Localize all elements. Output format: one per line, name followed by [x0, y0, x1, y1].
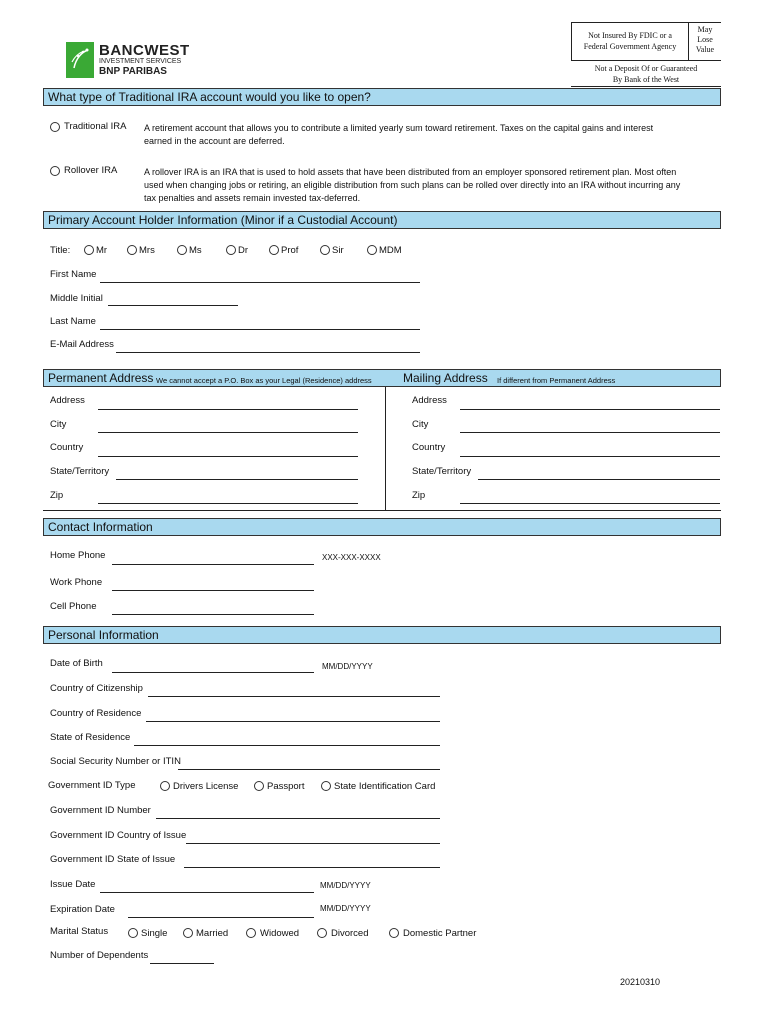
last-name-field[interactable]: [100, 329, 420, 330]
form-code: 20210310: [620, 977, 661, 987]
title-dr-label: Dr: [238, 245, 249, 256]
residence-field[interactable]: [146, 721, 440, 722]
title-sir-label: Sir: [332, 245, 344, 256]
may-lose-line-2: Lose: [697, 35, 713, 44]
dob-format-hint: MM/DD/YYYY: [322, 662, 373, 671]
home-phone-field[interactable]: [112, 564, 314, 565]
ssn-field[interactable]: [178, 769, 440, 770]
perm-country-field[interactable]: [98, 456, 358, 457]
may-lose-line-3: Value: [695, 45, 715, 54]
perm-state-field[interactable]: [116, 479, 358, 480]
mail-city-field[interactable]: [460, 432, 720, 433]
marital-married-radio[interactable]: [183, 928, 193, 938]
perm-address-note: We cannot accept a P.O. Box as your Legal (Residence) address: [156, 376, 372, 385]
mail-address-field[interactable]: [460, 409, 720, 410]
home-phone-label: Home Phone: [50, 550, 106, 561]
logo-sub1: INVESTMENT SERVICES: [99, 58, 182, 65]
rollover-ira-label: Rollover IRA: [64, 165, 118, 176]
dob-label: Date of Birth: [50, 658, 103, 669]
perm-zip-label: Zip: [50, 490, 64, 501]
perm-city-label: City: [50, 419, 67, 430]
title-label: Title:: [50, 245, 71, 256]
traditional-ira-label: Traditional IRA: [64, 121, 127, 132]
perm-state-label: State/Territory: [50, 466, 110, 477]
dependents-field[interactable]: [150, 963, 214, 964]
may-lose-line-1: May: [697, 25, 713, 34]
marital-status-label: Marital Status: [50, 926, 109, 937]
mail-city-label: City: [412, 419, 429, 430]
mail-country-field[interactable]: [460, 456, 720, 457]
deposit-line-2: By Bank of the West: [612, 75, 680, 84]
rollover-ira-desc-line-1: A rollover IRA is an IRA that is used to hold assets that have been distributed from an employer sponsored retirement plan. Most often: [144, 167, 677, 177]
title-mrs-radio[interactable]: [127, 245, 137, 255]
perm-zip-field[interactable]: [98, 503, 358, 504]
header-rule: [571, 60, 721, 61]
expiration-date-format-hint: MM/DD/YYYY: [320, 904, 371, 913]
logo-brand: BANCWEST: [99, 42, 190, 59]
cell-phone-label: Cell Phone: [50, 601, 97, 612]
rollover-ira-desc-line-2: used when changing jobs or retiring, an eligible distribution from such plans can be rolled over directly into an IRA without incurring any: [144, 180, 681, 190]
title-mdm-label: MDM: [379, 245, 402, 256]
phone-format-hint: XXX-XXX-XXXX: [322, 553, 381, 562]
title-ms-label: Ms: [189, 245, 202, 256]
fdic-line-2: Federal Government Agency: [583, 42, 677, 51]
may-lose-value: [690, 25, 720, 55]
residence-label: Country of Residence: [50, 708, 142, 719]
contact-title: Contact Information: [48, 520, 153, 534]
logo-icon: [66, 42, 94, 78]
expiration-date-label: Expiration Date: [50, 904, 115, 915]
title-mdm-radio[interactable]: [367, 245, 377, 255]
perm-address-label: Address: [50, 395, 85, 406]
personal-title: Personal Information: [48, 628, 159, 642]
perm-city-field[interactable]: [98, 432, 358, 433]
traditional-ira-desc-line-1: A retirement account that allows you to contribute a limited yearly sum toward retirement. Taxes on the capital gains and interest: [144, 123, 654, 133]
title-mr-radio[interactable]: [84, 245, 94, 255]
cell-phone-field[interactable]: [112, 614, 314, 615]
first-name-field[interactable]: [100, 282, 420, 283]
perm-address-title: Permanent Address: [48, 371, 154, 385]
contact-header: [43, 518, 721, 536]
address-header: [43, 369, 721, 387]
header-rule-bottom: [571, 86, 721, 87]
dob-field[interactable]: [112, 672, 314, 673]
perm-country-label: Country: [50, 442, 84, 453]
holder-header: [43, 211, 721, 229]
title-dr-radio[interactable]: [226, 245, 236, 255]
perm-address-field[interactable]: [98, 409, 358, 410]
rollover-ira-desc: [144, 166, 680, 205]
email-label: E-Mail Address: [50, 339, 114, 350]
marital-divorced-radio[interactable]: [317, 928, 327, 938]
gov-id-state-field[interactable]: [184, 867, 440, 868]
gov-id-country-label: Government ID Country of Issue: [50, 830, 187, 841]
marital-single-radio[interactable]: [128, 928, 138, 938]
id-drivers-license-label: Drivers License: [173, 781, 239, 792]
id-passport-radio[interactable]: [254, 781, 264, 791]
id-state-card-radio[interactable]: [321, 781, 331, 791]
mail-country-label: Country: [412, 442, 446, 453]
logo: [66, 42, 218, 80]
citizenship-label: Country of Citizenship: [50, 683, 143, 694]
issue-date-label: Issue Date: [50, 879, 96, 890]
state-residence-label: State of Residence: [50, 732, 131, 743]
dependents-label: Number of Dependents: [50, 950, 149, 961]
mail-address-label: Address: [412, 395, 447, 406]
fdic-text: [575, 30, 685, 52]
id-passport-label: Passport: [267, 781, 305, 792]
title-ms-radio[interactable]: [177, 245, 187, 255]
work-phone-label: Work Phone: [50, 577, 103, 588]
deposit-line-1: Not a Deposit Of or Guaranteed: [594, 64, 698, 73]
traditional-ira-desc-line-2: earned in the account are deferred.: [144, 136, 285, 146]
title-sir-radio[interactable]: [320, 245, 330, 255]
title-prof-label: Prof: [281, 245, 299, 256]
title-mr-label: Mr: [96, 245, 108, 256]
ira-type-title: What type of Traditional IRA account would you like to open?: [48, 90, 371, 104]
work-phone-field[interactable]: [112, 590, 314, 591]
personal-header: [43, 626, 721, 644]
citizenship-field[interactable]: [148, 696, 440, 697]
title-prof-radio[interactable]: [269, 245, 279, 255]
mail-state-label: State/Territory: [412, 466, 472, 477]
gov-id-number-label: Government ID Number: [50, 805, 151, 816]
middle-initial-field[interactable]: [108, 305, 238, 306]
id-drivers-license-radio[interactable]: [160, 781, 170, 791]
holder-title: Primary Account Holder Information (Minor if a Custodial Account): [48, 213, 398, 227]
address-column-divider: [385, 387, 386, 510]
gov-id-number-field[interactable]: [156, 818, 440, 819]
marital-domestic-partner-label: Domestic Partner: [403, 928, 477, 939]
deposit-text: [571, 63, 721, 85]
email-field[interactable]: [116, 352, 420, 353]
marital-widowed-radio[interactable]: [246, 928, 256, 938]
address-section-bottom-rule: [43, 510, 721, 511]
marital-widowed-label: Widowed: [260, 928, 300, 939]
rollover-ira-desc-line-3: tax penalties and assets remain invested tax-deferred.: [144, 193, 361, 203]
title-mrs-label: Mrs: [139, 245, 155, 256]
ira-type-header: [43, 88, 721, 106]
mail-zip-label: Zip: [412, 490, 426, 501]
fdic-line-1: Not Insured By FDIC or a: [588, 31, 672, 40]
marital-domestic-partner-radio[interactable]: [389, 928, 399, 938]
middle-initial-label: Middle Initial: [50, 293, 103, 304]
last-name-label: Last Name: [50, 316, 96, 327]
expiration-date-field[interactable]: [128, 917, 314, 918]
issue-date-field[interactable]: [100, 892, 314, 893]
traditional-ira-radio[interactable]: [50, 122, 60, 132]
gov-id-country-field[interactable]: [186, 843, 440, 844]
issue-date-format-hint: MM/DD/YYYY: [320, 881, 371, 890]
state-residence-field[interactable]: [134, 745, 440, 746]
gov-id-type-label: Government ID Type: [48, 780, 136, 791]
mail-state-field[interactable]: [478, 479, 720, 480]
mail-address-note: If different from Permanent Address: [497, 376, 616, 385]
mail-address-title: Mailing Address: [403, 371, 488, 385]
header-divider: [688, 22, 689, 60]
rollover-ira-radio[interactable]: [50, 166, 60, 176]
ssn-label: Social Security Number or ITIN: [50, 756, 181, 767]
marital-married-label: Married: [196, 928, 229, 939]
mail-zip-field[interactable]: [460, 503, 720, 504]
gov-id-state-label: Government ID State of Issue: [50, 854, 176, 865]
marital-single-label: Single: [141, 928, 168, 939]
first-name-label: First Name: [50, 269, 97, 280]
traditional-ira-desc: [144, 122, 653, 148]
id-state-card-label: State Identification Card: [334, 781, 436, 792]
logo-sub2: BNP PARIBAS: [99, 66, 167, 77]
marital-divorced-label: Divorced: [331, 928, 369, 939]
